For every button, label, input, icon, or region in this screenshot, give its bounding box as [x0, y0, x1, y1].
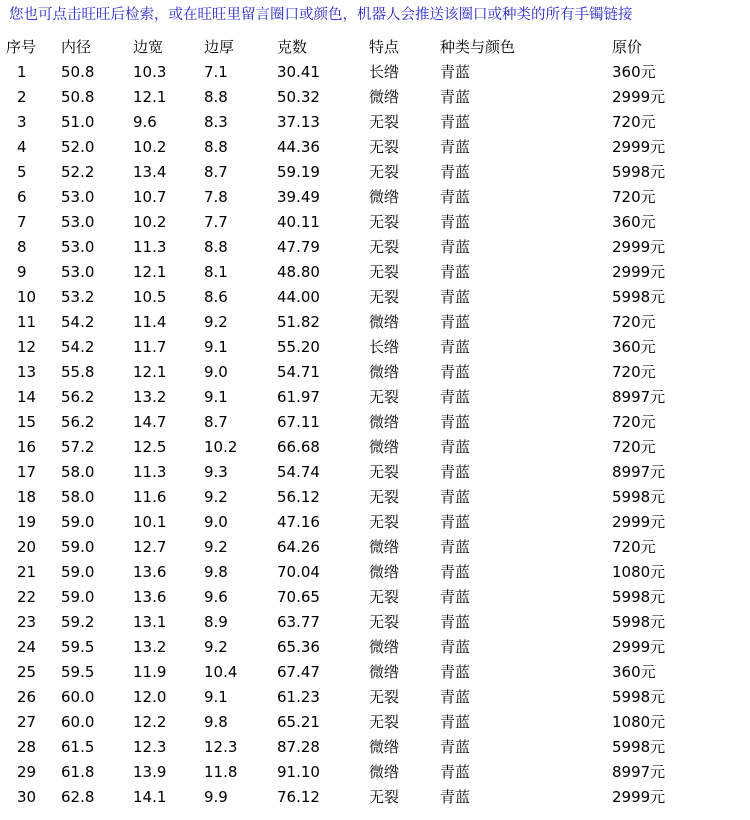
table-row [0, 609, 700, 634]
cell-type-color: 青蓝 [440, 538, 471, 556]
cell-type-color: 青蓝 [440, 288, 471, 306]
cell-band-width: 9.6 [133, 112, 157, 131]
bangle-table [0, 34, 700, 809]
cell-price: 720元 [612, 363, 656, 381]
cell-band-thickness: 8.8 [204, 137, 228, 156]
cell-type-color: 青蓝 [440, 463, 471, 481]
header-band-width: 边宽 [133, 38, 164, 56]
cell-type-color: 青蓝 [440, 588, 471, 606]
cell-band-thickness: 9.6 [204, 587, 228, 606]
cell-index: 24 [17, 637, 37, 656]
table-row [0, 559, 700, 584]
cell-feature: 无裂 [369, 688, 400, 706]
cell-weight: 66.68 [277, 437, 320, 456]
cell-price: 2999元 [612, 638, 666, 656]
cell-inner-diameter: 53.0 [61, 212, 95, 231]
cell-index: 20 [17, 537, 37, 556]
cell-index: 13 [17, 362, 37, 381]
table-row [0, 684, 700, 709]
cell-inner-diameter: 60.0 [61, 712, 95, 731]
cell-feature: 微绺 [369, 438, 400, 456]
cell-band-width: 14.7 [133, 412, 167, 431]
cell-price: 720元 [612, 113, 656, 131]
cell-index: 1 [17, 62, 27, 81]
cell-type-color: 青蓝 [440, 63, 471, 81]
cell-type-color: 青蓝 [440, 313, 471, 331]
cell-inner-diameter: 52.2 [61, 162, 95, 181]
cell-price: 5998元 [612, 738, 666, 756]
cell-band-width: 13.6 [133, 562, 167, 581]
cell-feature: 微绺 [369, 88, 400, 106]
cell-feature: 微绺 [369, 563, 400, 581]
cell-band-width: 12.1 [133, 362, 167, 381]
cell-band-thickness: 8.6 [204, 287, 228, 306]
cell-type-color: 青蓝 [440, 363, 471, 381]
cell-type-color: 青蓝 [440, 213, 471, 231]
cell-band-width: 11.4 [133, 312, 167, 331]
cell-weight: 55.20 [277, 337, 320, 356]
table-row [0, 284, 700, 309]
cell-feature: 微绺 [369, 188, 400, 206]
table-row [0, 584, 700, 609]
cell-type-color: 青蓝 [440, 88, 471, 106]
cell-band-width: 12.0 [133, 687, 167, 706]
cell-band-width: 11.3 [133, 237, 167, 256]
cell-band-width: 12.3 [133, 737, 167, 756]
cell-band-width: 13.2 [133, 387, 167, 406]
cell-band-width: 11.9 [133, 662, 167, 681]
cell-type-color: 青蓝 [440, 488, 471, 506]
cell-price: 1080元 [612, 563, 666, 581]
cell-band-width: 12.7 [133, 537, 167, 556]
cell-inner-diameter: 62.8 [61, 787, 95, 806]
cell-index: 7 [17, 212, 27, 231]
cell-price: 2999元 [612, 513, 666, 531]
table-row [0, 784, 700, 809]
cell-type-color: 青蓝 [440, 738, 471, 756]
table-row [0, 309, 700, 334]
cell-inner-diameter: 53.0 [61, 262, 95, 281]
cell-index: 27 [17, 712, 37, 731]
cell-band-thickness: 9.0 [204, 512, 228, 531]
cell-feature: 无裂 [369, 613, 400, 631]
cell-band-width: 10.3 [133, 62, 167, 81]
table-row [0, 84, 700, 109]
cell-price: 360元 [612, 213, 656, 231]
cell-band-width: 12.2 [133, 712, 167, 731]
cell-weight: 70.65 [277, 587, 320, 606]
cell-index: 28 [17, 737, 37, 756]
table-row [0, 134, 700, 159]
cell-index: 6 [17, 187, 27, 206]
cell-inner-diameter: 52.0 [61, 137, 95, 156]
cell-weight: 67.47 [277, 662, 320, 681]
cell-band-thickness: 8.8 [204, 237, 228, 256]
cell-weight: 47.79 [277, 237, 320, 256]
cell-type-color: 青蓝 [440, 663, 471, 681]
cell-price: 5998元 [612, 488, 666, 506]
search-notice: 您也可点击旺旺后检索，或在旺旺里留言圈口或颜色，机器人会推送该圈口或种类的所有手镯链接 [9, 7, 633, 23]
cell-weight: 50.32 [277, 87, 320, 106]
cell-index: 16 [17, 437, 37, 456]
cell-band-width: 11.7 [133, 337, 167, 356]
cell-inner-diameter: 58.0 [61, 487, 95, 506]
cell-price: 5998元 [612, 588, 666, 606]
cell-index: 25 [17, 662, 37, 681]
table-row [0, 734, 700, 759]
cell-weight: 76.12 [277, 787, 320, 806]
cell-feature: 微绺 [369, 638, 400, 656]
cell-band-width: 13.6 [133, 587, 167, 606]
table-row [0, 159, 700, 184]
table-row [0, 359, 700, 384]
cell-feature: 无裂 [369, 463, 400, 481]
cell-band-width: 13.9 [133, 762, 167, 781]
cell-feature: 无裂 [369, 513, 400, 531]
cell-inner-diameter: 57.2 [61, 437, 95, 456]
cell-feature: 微绺 [369, 363, 400, 381]
cell-band-thickness: 9.8 [204, 562, 228, 581]
header-price: 原价 [612, 38, 643, 56]
cell-inner-diameter: 61.8 [61, 762, 95, 781]
header-band-thickness: 边厚 [204, 38, 235, 56]
cell-band-thickness: 11.8 [204, 762, 238, 781]
cell-price: 5998元 [612, 613, 666, 631]
cell-type-color: 青蓝 [440, 338, 471, 356]
cell-inner-diameter: 53.0 [61, 187, 95, 206]
cell-index: 9 [17, 262, 27, 281]
header-feature: 特点 [369, 38, 400, 56]
cell-weight: 67.11 [277, 412, 320, 431]
cell-feature: 微绺 [369, 763, 400, 781]
cell-feature: 无裂 [369, 488, 400, 506]
cell-price: 720元 [612, 438, 656, 456]
cell-weight: 61.23 [277, 687, 320, 706]
cell-inner-diameter: 51.0 [61, 112, 95, 131]
table-row [0, 259, 700, 284]
cell-feature: 微绺 [369, 413, 400, 431]
table-row [0, 659, 700, 684]
cell-index: 21 [17, 562, 37, 581]
table-row [0, 184, 700, 209]
table-row [0, 334, 700, 359]
cell-type-color: 青蓝 [440, 563, 471, 581]
cell-weight: 65.36 [277, 637, 320, 656]
cell-feature: 无裂 [369, 788, 400, 806]
cell-weight: 39.49 [277, 187, 320, 206]
cell-index: 30 [17, 787, 37, 806]
cell-inner-diameter: 59.0 [61, 587, 95, 606]
table-row [0, 234, 700, 259]
cell-inner-diameter: 59.0 [61, 562, 95, 581]
table-row [0, 534, 700, 559]
cell-index: 14 [17, 387, 37, 406]
cell-band-thickness: 9.0 [204, 362, 228, 381]
cell-type-color: 青蓝 [440, 513, 471, 531]
cell-price: 5998元 [612, 688, 666, 706]
cell-inner-diameter: 56.2 [61, 412, 95, 431]
cell-band-width: 13.2 [133, 637, 167, 656]
cell-inner-diameter: 59.0 [61, 512, 95, 531]
cell-index: 10 [17, 287, 37, 306]
header-inner-diameter: 内径 [61, 38, 92, 56]
cell-band-thickness: 8.1 [204, 262, 228, 281]
cell-band-width: 12.1 [133, 87, 167, 106]
cell-type-color: 青蓝 [440, 138, 471, 156]
cell-index: 23 [17, 612, 37, 631]
cell-band-width: 10.2 [133, 137, 167, 156]
cell-price: 8997元 [612, 463, 666, 481]
cell-inner-diameter: 54.2 [61, 312, 95, 331]
cell-price: 5998元 [612, 163, 666, 181]
cell-band-thickness: 9.2 [204, 637, 228, 656]
table-row [0, 459, 700, 484]
cell-price: 720元 [612, 413, 656, 431]
cell-index: 12 [17, 337, 37, 356]
cell-price: 2999元 [612, 138, 666, 156]
cell-feature: 长绺 [369, 338, 400, 356]
cell-index: 3 [17, 112, 27, 131]
cell-price: 2999元 [612, 238, 666, 256]
cell-band-thickness: 7.7 [204, 212, 228, 231]
cell-price: 8997元 [612, 763, 666, 781]
cell-price: 8997元 [612, 388, 666, 406]
cell-feature: 长绺 [369, 63, 400, 81]
cell-band-thickness: 8.7 [204, 162, 228, 181]
cell-type-color: 青蓝 [440, 438, 471, 456]
cell-feature: 无裂 [369, 288, 400, 306]
cell-weight: 30.41 [277, 62, 320, 81]
cell-band-width: 11.6 [133, 487, 167, 506]
cell-price: 360元 [612, 663, 656, 681]
cell-band-thickness: 7.1 [204, 62, 228, 81]
header-index: 序号 [6, 38, 37, 56]
cell-price: 1080元 [612, 713, 666, 731]
cell-band-thickness: 9.1 [204, 387, 228, 406]
table-row [0, 409, 700, 434]
cell-weight: 44.00 [277, 287, 320, 306]
cell-type-color: 青蓝 [440, 113, 471, 131]
cell-inner-diameter: 58.0 [61, 462, 95, 481]
cell-band-width: 11.3 [133, 462, 167, 481]
cell-weight: 65.21 [277, 712, 320, 731]
cell-band-thickness: 9.1 [204, 337, 228, 356]
cell-type-color: 青蓝 [440, 238, 471, 256]
cell-price: 720元 [612, 538, 656, 556]
cell-inner-diameter: 56.2 [61, 387, 95, 406]
cell-weight: 59.19 [277, 162, 320, 181]
cell-feature: 无裂 [369, 263, 400, 281]
cell-inner-diameter: 50.8 [61, 62, 95, 81]
cell-inner-diameter: 50.8 [61, 87, 95, 106]
table-row [0, 759, 700, 784]
cell-band-thickness: 9.2 [204, 312, 228, 331]
cell-type-color: 青蓝 [440, 688, 471, 706]
cell-band-thickness: 9.3 [204, 462, 228, 481]
cell-type-color: 青蓝 [440, 188, 471, 206]
cell-price: 2999元 [612, 88, 666, 106]
cell-index: 15 [17, 412, 37, 431]
cell-type-color: 青蓝 [440, 713, 471, 731]
table-row [0, 59, 700, 84]
cell-weight: 40.11 [277, 212, 320, 231]
header-type-color: 种类与颜色 [440, 38, 516, 56]
table-row [0, 509, 700, 534]
cell-type-color: 青蓝 [440, 788, 471, 806]
cell-feature: 无裂 [369, 163, 400, 181]
cell-weight: 54.71 [277, 362, 320, 381]
cell-band-thickness: 10.4 [204, 662, 238, 681]
cell-band-thickness: 9.2 [204, 487, 228, 506]
cell-band-width: 10.5 [133, 287, 167, 306]
header-weight: 克数 [277, 38, 308, 56]
cell-band-width: 13.4 [133, 162, 167, 181]
cell-band-thickness: 8.9 [204, 612, 228, 631]
cell-index: 26 [17, 687, 37, 706]
cell-weight: 91.10 [277, 762, 320, 781]
cell-band-thickness: 8.8 [204, 87, 228, 106]
cell-feature: 无裂 [369, 138, 400, 156]
cell-feature: 无裂 [369, 388, 400, 406]
table-row [0, 434, 700, 459]
cell-feature: 无裂 [369, 713, 400, 731]
cell-weight: 63.77 [277, 612, 320, 631]
cell-inner-diameter: 59.5 [61, 637, 95, 656]
table-row [0, 484, 700, 509]
cell-band-width: 10.7 [133, 187, 167, 206]
cell-price: 2999元 [612, 788, 666, 806]
cell-index: 22 [17, 587, 37, 606]
cell-index: 5 [17, 162, 27, 181]
cell-type-color: 青蓝 [440, 163, 471, 181]
cell-weight: 54.74 [277, 462, 320, 481]
cell-weight: 51.82 [277, 312, 320, 331]
cell-feature: 微绺 [369, 663, 400, 681]
cell-weight: 48.80 [277, 262, 320, 281]
cell-band-thickness: 9.9 [204, 787, 228, 806]
cell-type-color: 青蓝 [440, 638, 471, 656]
cell-feature: 无裂 [369, 213, 400, 231]
cell-band-width: 14.1 [133, 787, 167, 806]
cell-price: 720元 [612, 313, 656, 331]
table-row [0, 209, 700, 234]
cell-feature: 无裂 [369, 113, 400, 131]
table-row [0, 709, 700, 734]
cell-weight: 87.28 [277, 737, 320, 756]
cell-band-thickness: 9.1 [204, 687, 228, 706]
cell-feature: 微绺 [369, 738, 400, 756]
cell-inner-diameter: 54.2 [61, 337, 95, 356]
cell-band-width: 12.5 [133, 437, 167, 456]
cell-band-thickness: 12.3 [204, 737, 238, 756]
cell-type-color: 青蓝 [440, 413, 471, 431]
cell-index: 8 [17, 237, 27, 256]
table-row [0, 384, 700, 409]
cell-band-width: 10.2 [133, 212, 167, 231]
cell-weight: 44.36 [277, 137, 320, 156]
cell-type-color: 青蓝 [440, 388, 471, 406]
cell-price: 720元 [612, 188, 656, 206]
cell-band-thickness: 8.7 [204, 412, 228, 431]
table-row [0, 634, 700, 659]
cell-index: 19 [17, 512, 37, 531]
cell-band-thickness: 9.2 [204, 537, 228, 556]
cell-weight: 37.13 [277, 112, 320, 131]
cell-band-width: 10.1 [133, 512, 167, 531]
cell-band-thickness: 7.8 [204, 187, 228, 206]
cell-price: 360元 [612, 338, 656, 356]
cell-band-thickness: 10.2 [204, 437, 238, 456]
cell-price: 360元 [612, 63, 656, 81]
cell-inner-diameter: 59.0 [61, 537, 95, 556]
cell-index: 17 [17, 462, 37, 481]
cell-price: 5998元 [612, 288, 666, 306]
cell-index: 2 [17, 87, 27, 106]
cell-type-color: 青蓝 [440, 763, 471, 781]
cell-feature: 微绺 [369, 313, 400, 331]
table-header-row [0, 34, 700, 59]
cell-inner-diameter: 59.5 [61, 662, 95, 681]
cell-feature: 无裂 [369, 238, 400, 256]
cell-weight: 70.04 [277, 562, 320, 581]
cell-inner-diameter: 55.8 [61, 362, 95, 381]
cell-price: 2999元 [612, 263, 666, 281]
cell-inner-diameter: 61.5 [61, 737, 95, 756]
cell-weight: 56.12 [277, 487, 320, 506]
cell-band-width: 13.1 [133, 612, 167, 631]
cell-index: 29 [17, 762, 37, 781]
cell-weight: 47.16 [277, 512, 320, 531]
cell-feature: 微绺 [369, 538, 400, 556]
cell-type-color: 青蓝 [440, 613, 471, 631]
cell-index: 18 [17, 487, 37, 506]
cell-inner-diameter: 53.0 [61, 237, 95, 256]
cell-weight: 61.97 [277, 387, 320, 406]
cell-inner-diameter: 60.0 [61, 687, 95, 706]
cell-index: 11 [17, 312, 37, 331]
cell-type-color: 青蓝 [440, 263, 471, 281]
cell-feature: 无裂 [369, 588, 400, 606]
cell-weight: 64.26 [277, 537, 320, 556]
cell-band-width: 12.1 [133, 262, 167, 281]
cell-band-thickness: 9.8 [204, 712, 228, 731]
cell-band-thickness: 8.3 [204, 112, 228, 131]
cell-index: 4 [17, 137, 27, 156]
cell-inner-diameter: 53.2 [61, 287, 95, 306]
table-row [0, 109, 700, 134]
cell-inner-diameter: 59.2 [61, 612, 95, 631]
